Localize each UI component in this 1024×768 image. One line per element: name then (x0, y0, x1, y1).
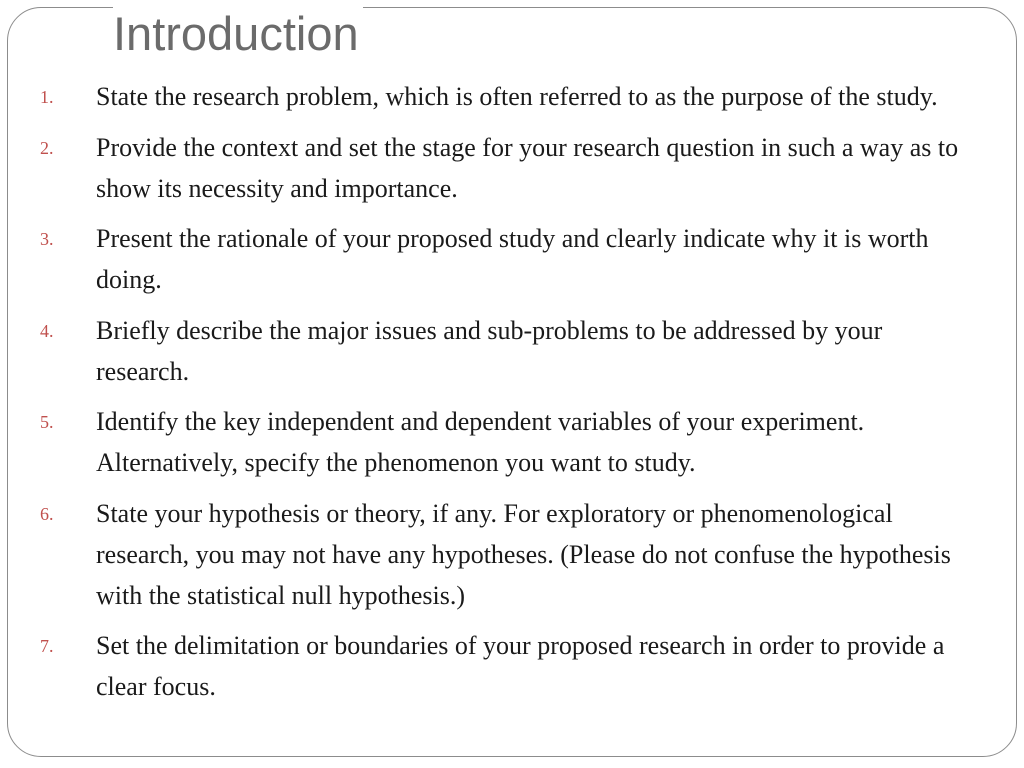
list-item-text: Present the rationale of your proposed study and clearly indicate why it is worth doing. (96, 224, 929, 294)
list-item (0, 218, 1000, 300)
list-item (0, 127, 1000, 209)
list-item (0, 401, 1000, 483)
list-number: 1. (40, 87, 54, 107)
list-item-text: Set the delimitation or boundaries of your proposed research in order to provide a clear focus. (96, 631, 945, 701)
list-number: 3. (40, 229, 54, 249)
numbered-list (0, 76, 1000, 717)
list-item-text: State the research problem, which is often referred to as the purpose of the study. (96, 82, 938, 111)
list-item-text: Briefly describe the major issues and sub-problems to be addressed by your research. (96, 315, 883, 386)
list-item (0, 625, 1000, 707)
list-number: 7. (40, 636, 54, 656)
list-item (0, 310, 1000, 392)
list-number: 6. (40, 503, 54, 524)
list-number: 4. (40, 320, 54, 341)
slide-title: Introduction (113, 6, 363, 62)
list-item-text: Identify the key independent and dependent variables of your experiment. Alternatively, specify the phenomenon you want to study. (96, 407, 865, 477)
list-item (0, 76, 1000, 117)
list-number: 5. (40, 412, 54, 432)
list-item-text: Provide the context and set the stage for your research question in such a way as to show its necessity and importance. (96, 132, 959, 203)
list-number: 2. (40, 137, 54, 158)
list-item-text: State your hypothesis or theory, if any. For exploratory or phenomenological research, you may not have any hypotheses. (Please do not confuse the hypothesis with the statistical null hypothesis.) (96, 498, 951, 610)
list-item (0, 493, 1000, 616)
